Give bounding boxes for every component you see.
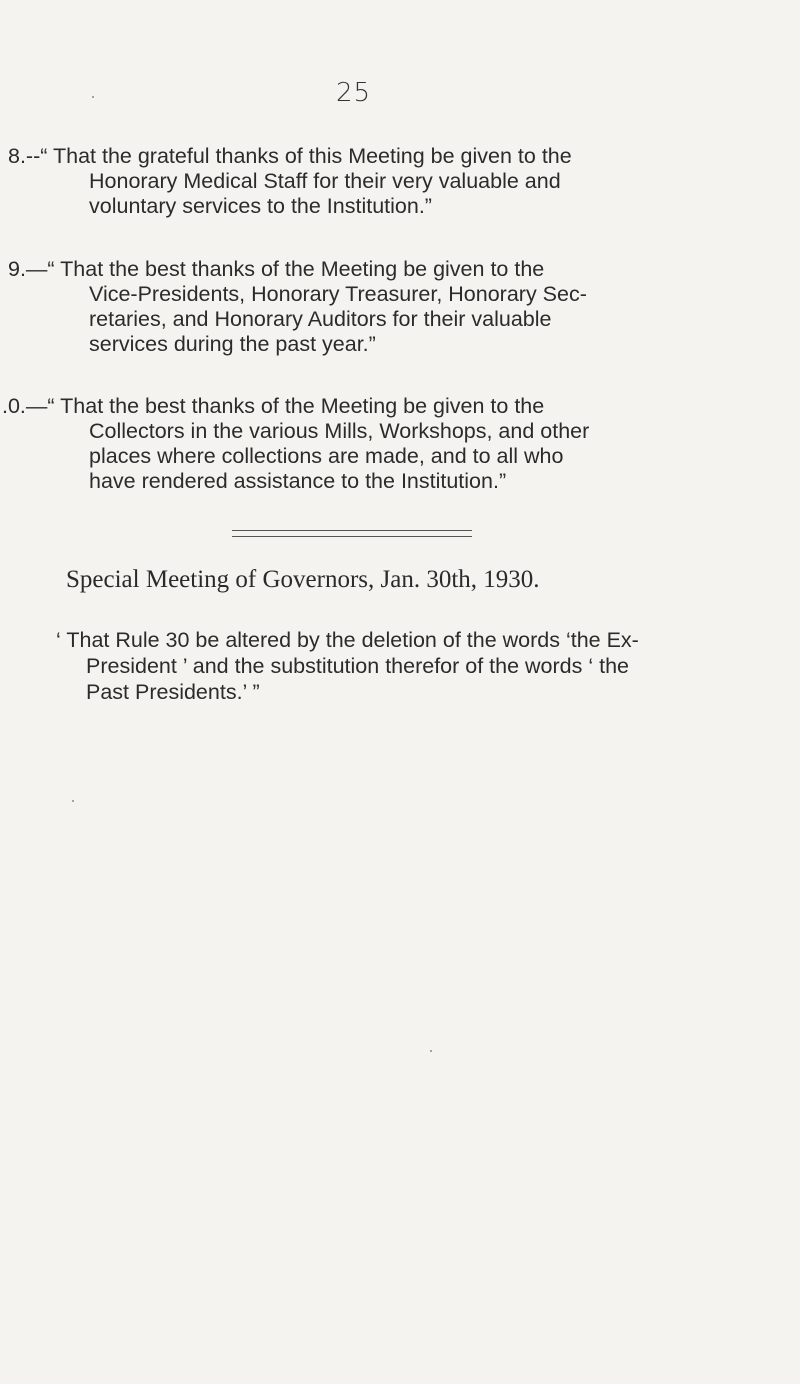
resolution-line: places where collections are made, and to all who	[89, 444, 564, 468]
scan-speck	[72, 800, 74, 802]
resolution-line: Honorary Medical Staff for their very valuable and	[89, 169, 561, 193]
special-meeting-heading: Special Meeting of Governors, Jan. 30th, 1930.	[66, 566, 540, 593]
special-meeting-line: ‘ That Rule 30 be altered by the deletion of the words ‘the Ex-	[56, 628, 639, 652]
special-meeting-line: President ’ and the substitution therefor of the words ‘ the	[86, 654, 629, 678]
resolution-line: have rendered assistance to the Institution.”	[89, 469, 507, 493]
resolution-line: retaries, and Honorary Auditors for their valuable	[89, 307, 552, 331]
resolution-line: Collectors in the various Mills, Workshops, and other	[89, 419, 590, 443]
resolution-line: Vice-Presidents, Honorary Treasurer, Honorary Sec-	[89, 282, 587, 306]
section-divider	[232, 530, 472, 537]
resolution-line: 8.--“ That the grateful thanks of this Meeting be given to the	[8, 144, 572, 168]
resolution-line: 9.—“ That the best thanks of the Meeting be given to the	[8, 257, 545, 281]
resolution-line: voluntary services to the Institution.”	[89, 194, 432, 218]
page-number: 25	[336, 78, 372, 108]
scan-speck	[92, 96, 94, 98]
scan-speck	[430, 1050, 432, 1052]
resolution-line: services during the past year.”	[89, 332, 376, 356]
special-meeting-line: Past Presidents.’ ”	[86, 680, 260, 704]
resolution-line: .0.—“ That the best thanks of the Meeting be given to the	[2, 394, 545, 418]
